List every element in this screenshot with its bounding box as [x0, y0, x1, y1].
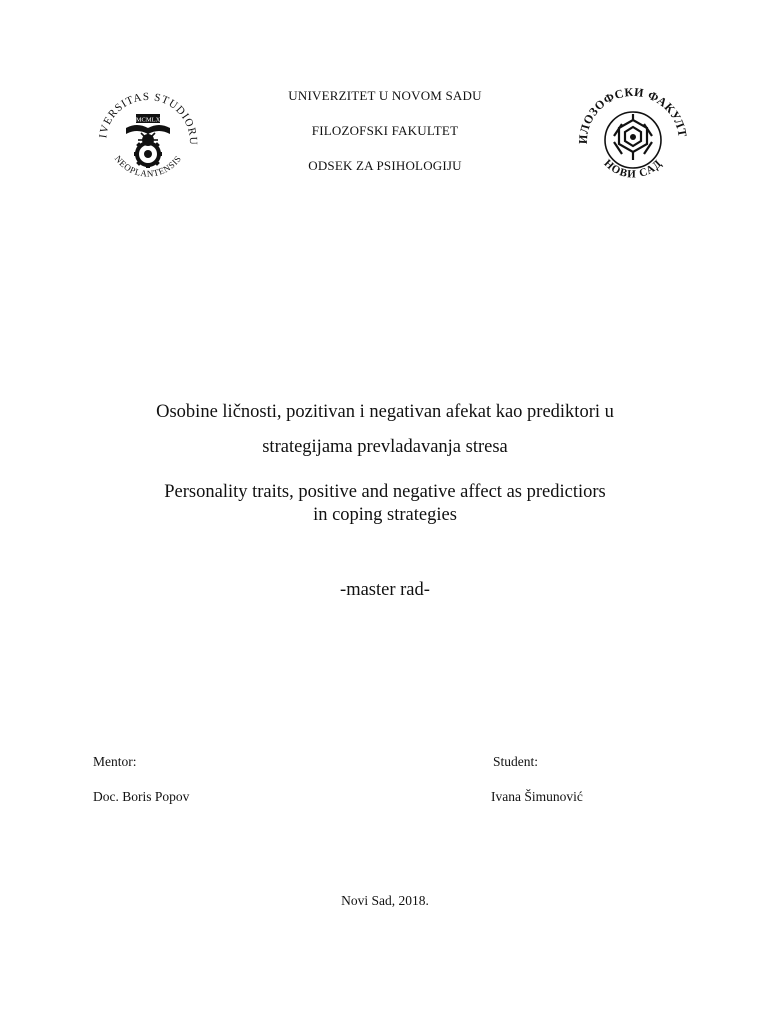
title-english-line-2: in coping strategies	[313, 505, 457, 525]
title-english-line-1: Personality traits, positive and negative affect as predictiors	[164, 482, 606, 502]
svg-text:ФИЛОЗОФСКИ ФАКУЛТЕТ: ИЛОЗОФСКИ ФАКУЛТ	[575, 84, 690, 145]
title-serbian-line-1: Osobine ličnosti, pozitivan i negativan afekat kao prediktori u	[156, 402, 614, 422]
faculty-name: FILOZOFSKI FAKULTET	[311, 123, 459, 138]
department-name: ODSEK ZA PSIHOLOGIJU	[308, 158, 462, 173]
svg-text:UNIVERSITAS STUDIORUM: IVERSITAS STUDIORU	[97, 90, 200, 146]
mentor-name: Doc. Boris Popov	[93, 789, 190, 804]
svg-text:NEOPLANTENSIS: NEOPLANTENSIS	[112, 153, 184, 179]
university-name: UNIVERZITET U NOVOM SADU	[288, 88, 482, 103]
mentor-label: Mentor:	[93, 754, 137, 769]
thesis-type: -master rad-	[340, 580, 430, 600]
student-label: Student:	[493, 754, 539, 769]
svg-text:MCMLX: MCMLX	[135, 116, 161, 124]
student-name: Ivana Šimunović	[491, 789, 583, 804]
place-date: Novi Sad, 2018.	[341, 893, 429, 908]
svg-text:НОВИ САД: НОВИ САД	[601, 157, 665, 181]
title-serbian-line-2: strategijama prevladavanja stresa	[262, 437, 508, 457]
